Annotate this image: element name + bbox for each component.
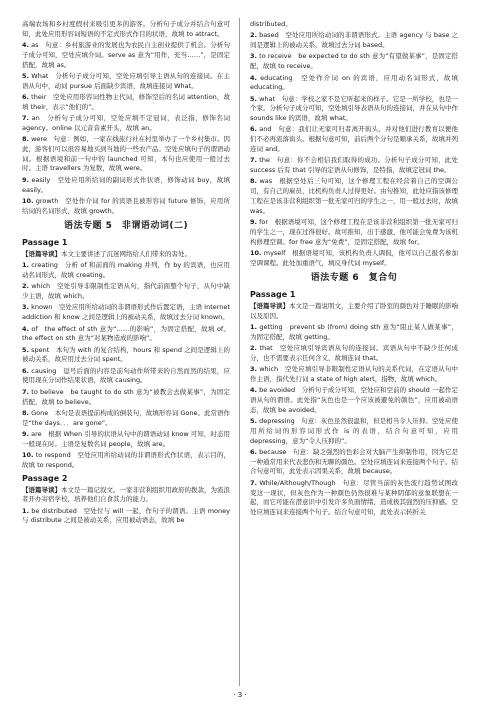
item-text: and 句意：我们让无家可归者离开街头，并对他们进行教育以便他们不必再流落街头。根据句意可知，前后两个分句是顺承关系，故填并列连词 and。 [250, 125, 458, 153]
answer-item [22, 282, 230, 302]
item-number: 2. [250, 31, 257, 40]
reading-guide-label: 【语篇导读】 [22, 249, 61, 258]
reading-guide-text: 本文是一篇说明文，主要介绍了卧室的颜色对于睡眠的影响以及原因。 [250, 301, 458, 320]
answer-item [250, 31, 458, 51]
item-number: 6. [250, 447, 257, 456]
item-text: depressing 句意：灰色虽然很温和，但是相当令人压抑。空处应使用所给词的形容词形式作 is 的表语，结合句意可知，应用 depressing，意为“令人压抑的”。 [250, 417, 458, 445]
answer-item [22, 93, 230, 113]
section-title: 语法专题 5 非谓语动词(二) [63, 221, 189, 232]
item-number: 4. [250, 386, 257, 395]
item-text: causing 逗号后面的内容是前句动作所带来的自然而然的结果，应使用现在分词作结果状语，故填 causing。 [22, 366, 230, 385]
item-number: 7. [22, 387, 29, 396]
item-text: getting prevent sb (from) doing sth 意为“阻止某人做某事”，为固定搭配，故填 getting。 [250, 322, 458, 341]
answer-item [22, 367, 230, 387]
reading-guide [22, 486, 230, 506]
item-text: the 句意：你不会相信我们取得的成功。分析句子成分可知，此处 success 后有 that 引导的定语从句修饰，是特指，故填定冠词 the。 [250, 156, 458, 175]
item-text: spent 本句为 with 的复合结构，hours 和 spend 之间是逻辑上的被动关系，故应用过去分词 spent。 [22, 345, 230, 364]
reading-guide-label: 【语篇导读】 [22, 485, 61, 494]
item-text: educating 空处作介词 on 的宾语，应用动名词形式，故填 educating。 [250, 73, 458, 92]
item-number: 3. [250, 365, 257, 374]
item-text: were 句意：例如，一家在线旅行社在村里举办了一个乡村集市。因此，游客们可以很容易地买到当地的一些农产品。空处应填句子的谓语动词。根据语境和前一句中的 launched 可知，本句也应使用一般过去时。主语 travellers 为复数，故填 were。 [22, 135, 230, 173]
item-number: 4. [22, 41, 29, 50]
item-number: 3. [250, 52, 257, 61]
answer-item [22, 507, 230, 527]
answer-item [22, 303, 230, 323]
paragraph [22, 20, 230, 40]
item-text: be avoided 分析句子成分可知，空处应和空前的 should 一起作定语从句的谓语。此处指“灰色也是一个应该被避免的颜色”，应用被动语态，故填 be avoided。 [250, 386, 458, 414]
item-number: 7. [250, 478, 257, 487]
item-text: are 根据 When 引导的状语从句中的谓语动词 know 可知，时态用一般现在时。主语是复数名词 people，故填 are。 [22, 430, 230, 448]
item-text: myself 根据语境可知，该机构负责人调侃，他可以自己报名参加空调课程。此处加重语气，填反身代词 myself。 [250, 248, 458, 267]
answer-item [250, 323, 458, 343]
item-number: 1. [250, 322, 257, 331]
item-number: 9. [22, 430, 29, 438]
left-column [22, 20, 230, 528]
reading-guide-label: 【语篇导读】 [250, 301, 289, 310]
answer-item [250, 218, 458, 247]
item-text: to respond 空处应用所给动词的非谓语形式作状语，表示目的，故填 to respond。 [22, 451, 230, 469]
item-text: which 空处引导非限制性定语从句，指代前面整个句子，从句中缺少主语，故填 which。 [22, 282, 230, 301]
item-number: 1. [22, 261, 29, 270]
item-text: that 空处应填引导宾语从句的连接词。宾语从句中不缺少任何成分，也不需要表示任何含义，故填连词 that。 [250, 344, 458, 362]
answer-item [250, 344, 458, 364]
item-number: 5. [250, 417, 257, 426]
passage-heading: Passage 1 [22, 237, 68, 247]
answer-item [22, 451, 230, 471]
item-number: 10. [250, 248, 262, 257]
answer-item [22, 197, 230, 217]
answer-item [22, 346, 230, 366]
answer-item [22, 72, 230, 92]
item-number: 7. [250, 156, 257, 165]
item-number: 8. [250, 177, 257, 186]
answer-item [22, 325, 230, 345]
answer-item [250, 95, 458, 124]
answer-item [250, 156, 458, 176]
answer-item [250, 177, 458, 216]
item-text: what 句意：学校之家不是它听起来的样子。它是一所学校，也是一个家。分析句子成分可知，空处填引导表语从句的连接词，并在从句中作 sounds like 的宾语，故填 what。 [250, 94, 458, 123]
item-text: which 空处应填引导非限制性定语从句的关系代词，在定语从句中作主语，指代先行词 a state of high alert，指物，故填 which。 [250, 365, 458, 383]
reading-guide-text: 本文主要讲述了沉迷网络给人们带来的害处。 [61, 249, 191, 258]
answer-item [22, 430, 230, 450]
answer-item [22, 409, 230, 429]
item-text: to receive be expected to do sth 意为“有望做某事”，是固定搭配，故填 to receive。 [250, 52, 458, 71]
reading-guide [22, 250, 230, 260]
answer-item [22, 176, 230, 196]
item-number: 10. [22, 451, 34, 460]
section-title: 语法专题 6 复合句 [310, 273, 398, 284]
item-number: 5. [22, 71, 29, 80]
item-text: for 根据语境可知，这个修理工程在是该非营利组织第一批无家可归的学生之一，现在过得很好。故可推知，出于感激，他可能会免费为该机构修理空调。for free 意为“免费”，是固定搭配，故填 for。 [250, 218, 458, 246]
item-text: an 分析句子成分可知，空处应填不定冠词，表泛指，修饰名词 agency。online 以元音音素开头，故填 an。 [22, 114, 230, 132]
item-number: 6. [250, 125, 257, 134]
paragraph [250, 20, 458, 30]
item-text: was 根据空处后三句可知，这个修理工程在经营着自己的空调公司，有自己的雇员，比机构负责人过得更好。由句推知，此处应指该修理工程在是该非营利组织第一批无家可归的学生之一，用一般过去时，故填 was。 [250, 177, 458, 215]
item-number: 1. [22, 506, 29, 515]
answer-item [250, 479, 458, 518]
item-number: 5. [250, 94, 257, 103]
answer-item [22, 114, 230, 134]
right-column [250, 20, 458, 519]
item-number: 8. [22, 408, 29, 417]
item-text: Gone 本句是表语提前构成的倒装句，故填形容词 Gone。此常语作是“the days．．．are gone”。 [22, 408, 230, 427]
answer-item [250, 386, 458, 415]
item-text: creating 分析 of 和前面的 making 并列，作 by 的宾语，也应用动名词形式，故填 creating。 [22, 261, 230, 279]
passage-heading: Passage 1 [250, 289, 296, 299]
item-text: because 句意：缺乏强烈的色彩会对大脑产生抑制作用，因为它是一种通常用来代表悲伤和无聊的颜色。空处应填连词来连接两个句子。结合句意可知，此处表示因果关系，故填 because。 [250, 447, 458, 476]
item-text: known 空处应用所给动词的非谓语形式作后置定语，主语 Internet addiction 和 know 之间是逻辑上的被动关系，故填过去分词 known。 [22, 303, 230, 322]
answer-item [22, 261, 230, 281]
answer-item [250, 417, 458, 446]
answer-item [250, 52, 458, 72]
answer-item [250, 74, 458, 94]
column-divider [239, 18, 240, 686]
reading-guide-text: 本文是一篇记叙文。一家非营利组织用政府的拨款，为流浪者开办寄宿学校，培养他们自食其力的能力。 [22, 485, 230, 504]
item-text: While/Although/Though 句意：尽管当前的灰色流行趋势试图改变这一现状，但灰色作为一种颜色仍然很难与某种阴郁的意象联想在一起，而它可能在潜意识中引发许多负面情绪，造成极其强烈的压抑感。空处应填连词来连接两个句子。结合句意可知，此处表示转折关 [250, 478, 458, 516]
item-number: 2. [250, 344, 257, 353]
item-number: 7. [22, 114, 29, 123]
answer-item [250, 448, 458, 477]
item-number: 5. [22, 345, 29, 354]
item-text: growth 空处作介词 for 的宾语且被形容词 future 修饰，应用所给词的名词形式，故填 growth。 [22, 196, 230, 215]
answer-item [250, 249, 458, 269]
item-number: 6. [22, 366, 29, 375]
item-text: their 空处应用形容词性物主代词，修饰空后的名词 attention，故填 their，表示“他们的”。 [22, 93, 230, 111]
reading-guide [250, 302, 458, 322]
item-text: based 空处应用所给动词的非谓语形式。主语 agency 与 base 之间是逻辑上的被动关系，故填过去分词 based。 [250, 31, 458, 50]
item-text: easily 空处应用所给词的副词形式作状语，修饰动词 buy，故填 easily。 [22, 175, 230, 194]
item-text: be distributed 空处位与 will 一起，作句子的谓语。主语 money 与 distribute 之间是被动关系，应用被动语态，故填 be [22, 506, 230, 525]
item-text: distributed。 [250, 20, 292, 28]
item-text: 高端农场和乡村度假村来吸引更多的游客。分析句子成分并结合句意可知，此处应用形容词短语的不定式形式作目的状语，故填 to attract。 [22, 20, 230, 38]
answer-item [22, 388, 230, 408]
page-number: · 3 · [233, 691, 247, 699]
item-number: 2. [22, 282, 29, 291]
item-text: What 分析句子成分可知，空处应填引导主语从句的连接词。在主语从句中，动词 pursue 后面缺少宾语，故填连接词 What。 [22, 71, 230, 90]
item-number: 8. [22, 135, 29, 144]
item-text: of the effect of sth 意为“……的影响”，为固定搭配，故填 of。the effect on sth 意为“对某物造成的影响”。 [22, 324, 230, 343]
item-number: 10. [22, 196, 34, 205]
item-number: 6. [22, 93, 29, 102]
item-text: to believe be taught to do sth 意为“被教会去做某事”，为固定搭配，故填 to believe。 [22, 387, 230, 406]
item-number: 9. [250, 218, 257, 226]
answer-item [250, 365, 458, 385]
passage-heading: Passage 2 [22, 473, 68, 483]
item-number: 4. [22, 324, 29, 333]
answer-item [22, 135, 230, 174]
answer-item [250, 125, 458, 154]
item-number: 9. [22, 175, 29, 184]
item-number: 3. [22, 303, 29, 312]
item-number: 4. [250, 73, 257, 82]
item-text: as 句意：乡村旅游业的发展也为农民自主创业提供了机会。分析句子成分可知，空处应填介词。serve as 意为“用作，充当……”，是固定搭配，故填 as。 [22, 41, 230, 69]
answer-item [22, 41, 230, 70]
